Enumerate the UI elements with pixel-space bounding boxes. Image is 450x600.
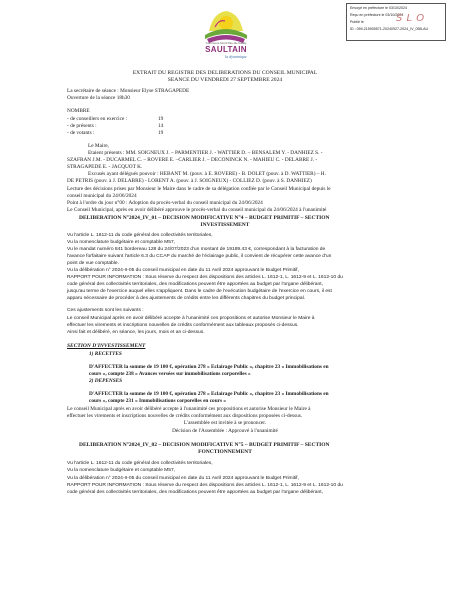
closing-line: L'assemblée est invitée à se prononcer. xyxy=(183,420,267,426)
depenses-heading: 2) DEPENSES xyxy=(89,378,123,384)
presents-line: STRAGAPEDE E. - JACQUOT K. xyxy=(67,164,143,170)
body-line: l'avance forfaitaire suivant l'article 6.3 du CCAP du marché de l'éclairage public, il convient de récupérer cette avance d'un xyxy=(67,254,332,259)
depenses-line: cours », compte 231 « Immobilisations corporelles en cours » xyxy=(89,398,227,404)
body-line: jusqu'au terme de l'exercice auquel elles s'appliquent. Dans le cadre de l'exécution budgétaire de l'exercice en cours, il est xyxy=(67,289,332,294)
stamp-published: Publié le xyxy=(350,20,364,24)
count-label: - de votants : xyxy=(67,130,95,136)
section-heading: SECTION D'INVESTISSEMENT xyxy=(67,343,146,349)
lecture-line: conseil municipal du 24/06/2024 xyxy=(67,193,137,199)
logo-subtitle: la dynamique xyxy=(225,54,247,59)
deliberation-1-title: DELIBERATION N°2024_IV_01 – DECISION MODIFICATIVE N°4 – BUDGET PRIMITIF – SECTION xyxy=(79,215,330,221)
adjustments-line: Ainsi fait et délibéré, en séance, les jours, mois et an ci-dessus. xyxy=(67,330,205,335)
adjustments-line: Le conseil Municipal après en avoir délibéré accepte à l'unanimité ces propositions et autorise Monsieur le Maire à xyxy=(67,316,315,321)
closing-line: effectuer les virements et inscriptions nouvelles de crédits conformément aux dispositions proposées ci-dessus. xyxy=(67,413,303,419)
logo-name: SAULTAIN xyxy=(205,45,247,54)
recettes-heading: 1) RECETTES xyxy=(89,351,122,357)
count-value: 19 xyxy=(158,130,164,136)
body-line: Vu la délibération n° 2024-II-05 du conseil municipal en date du 11 Avril 2024 approuvant le Budget Primitif, xyxy=(67,268,299,273)
adjustments-line: effectuer les virements et inscriptions nouvelles de crédits conformément aux tableaux proposés ci-dessus. xyxy=(67,323,299,328)
secretary-line: La secrétaire de séance : Monsieur Elyse STRAGAPEDE xyxy=(67,88,190,94)
count-value: 19 xyxy=(158,116,164,122)
body-line: RAPPORT POUR INFORMATION : Sous réserve du respect des dispositions des articles L. 1612-1, L. 1612-9 et L. 1612-10 du xyxy=(67,483,343,488)
adjustments-line: Ces ajustements sont les suivants : xyxy=(67,308,144,313)
opening-line: Ouverture de la séance 18h30 xyxy=(67,95,130,101)
agenda-point: Point à l'ordre du jour n°00 : Adoption du procès-verbal du conseil municipal du 24/06/2024 xyxy=(67,200,263,206)
body-line: RAPPORT POUR INFORMATION : Sous réserve du respect des dispositions des articles L. 1612-1, L. 1612-9 et L. 1612-10 du xyxy=(67,275,343,280)
stamp-received: Reçu en préfecture le 03/10/2024 xyxy=(350,13,404,17)
recettes-line: D'AFFECTER la somme de 19 100 €, opération 278 « Eclairage Public », chapitre 23 « Immobilisations en xyxy=(89,364,329,370)
lecture-line: Lecture des décisions prises par Monsieur le Maire dans le cadre de sa délégation confiée par le Conseil Municipal depuis le xyxy=(67,186,331,192)
saultain-logo xyxy=(195,5,257,63)
body-line: code général des collectivités territoriales, des modifications peuvent être apportées au budget par l'organe délibérant, xyxy=(67,490,323,495)
body-line: Vu la délibération n° 2024-II-05 du conseil municipal en date du 11 Avril 2024 approuvant le Budget Primitif, xyxy=(67,476,299,481)
nombre-label: NOMBRE xyxy=(67,108,90,114)
closing-line: Le conseil Municipal après en avoir délibéré accepte à l'unanimité ces propositions et autorise Monsieur le Maire à xyxy=(67,406,311,412)
maire-line: Le Maire, xyxy=(88,143,109,149)
decision-line: Décision de l'Assemblée : Approuvé à l'unanimité xyxy=(172,428,278,434)
logo-tagline: Commune Nord Pas-de-Calais xyxy=(205,41,247,45)
session-date: SEANCE DU VENDREDI 27 SEPTEMBRE 2024 xyxy=(167,77,283,83)
body-line: code général des collectivités territoriales, des modifications peuvent être apportées au budget par l'organe délibérant, xyxy=(67,282,323,287)
body-line: Vu le mandat numéro 841 bordereau 128 du 24/07/2023 d'un montant de 19189.43 €, correspondant à la facturation de xyxy=(67,247,326,252)
excuses-line: Excusés ayant délégués pouvoir : HEBANT M. (pouv. à E. ROVERE) - B. DOLET (pouv. à D. WATTIER) – H. xyxy=(88,171,326,177)
page-title: EXTRAIT DU REGISTRE DES DELIBERATIONS DU CONSEIL MUNICIPAL xyxy=(132,70,318,76)
body-line: Vu l'article L. 1612-11 du code général des collectivités territoriales, xyxy=(67,233,213,238)
recettes-line: cours », compte 238 « Avances versées sur immobilisations corporelles » xyxy=(89,371,251,377)
excuses-line: DE PETRIS (pouv. à J. DELABRE) - LORENT A. (pouv. à J. SOIGNEUX) - COLLIEZ D. (pouv. à S. DANHIEZ) xyxy=(67,178,312,184)
count-label: - de conseillers en exercice : xyxy=(67,116,128,122)
presents-line: Etaient présents : MM. SOIGNEUX J. – PARMENTIER J. - WATTIER D. – BENSALEM Y. - DANHIEZ S. - xyxy=(88,150,323,156)
body-line: apparu nécessaire de procéder à des ajustements de crédits entre les différents chapitres du budget principal. xyxy=(67,296,306,301)
count-value: 14 xyxy=(158,123,164,129)
deliberation-1-title-cont: INVESTISSEMENT xyxy=(200,222,250,228)
body-line: Vu la nomenclature budgétaire et comptable M57, xyxy=(67,240,176,245)
depenses-line: D'AFFECTER la somme de 19 100 €, opération 278 « Eclairage Public », chapitre 23 « Immobilisations en xyxy=(89,391,329,397)
stamp-sent: Envoyé en préfecture le 03/10/2024 xyxy=(350,6,407,10)
adoption-line: Le Conseil Municipal, après en avoir délibéré approuve le procès-verbal du conseil municipal du 24/06/2024 à l'unanimité xyxy=(67,207,327,213)
count-label: - de présents : xyxy=(67,123,97,129)
body-line: Vu l'article L. 1612-11 du code général des collectivités territoriales, xyxy=(67,461,213,466)
deliberation-2-title: DELIBERATION N°2024_IV_02 – DECISION MODIFICATIVE N°5 – BUDGET PRIMITIF – SECTION xyxy=(79,442,330,448)
deliberation-2-title-cont: FONCTIONNEMENT xyxy=(198,449,252,455)
presents-line: SZAFRAN J.M. - DUCARMEL C. – ROVERE E. –CARLIER J. – DECONINCK N. - MAHIEU C. - DELABRE J. - xyxy=(67,157,318,163)
body-line: point de vue comptable. xyxy=(67,261,119,266)
stamp-id: ID : 059-215905571-20240927-2024_IV_05B-AU xyxy=(350,27,429,31)
body-line: Vu la nomenclature budgétaire et comptable M57, xyxy=(67,468,176,473)
handwritten-initials: S L O xyxy=(396,13,425,24)
